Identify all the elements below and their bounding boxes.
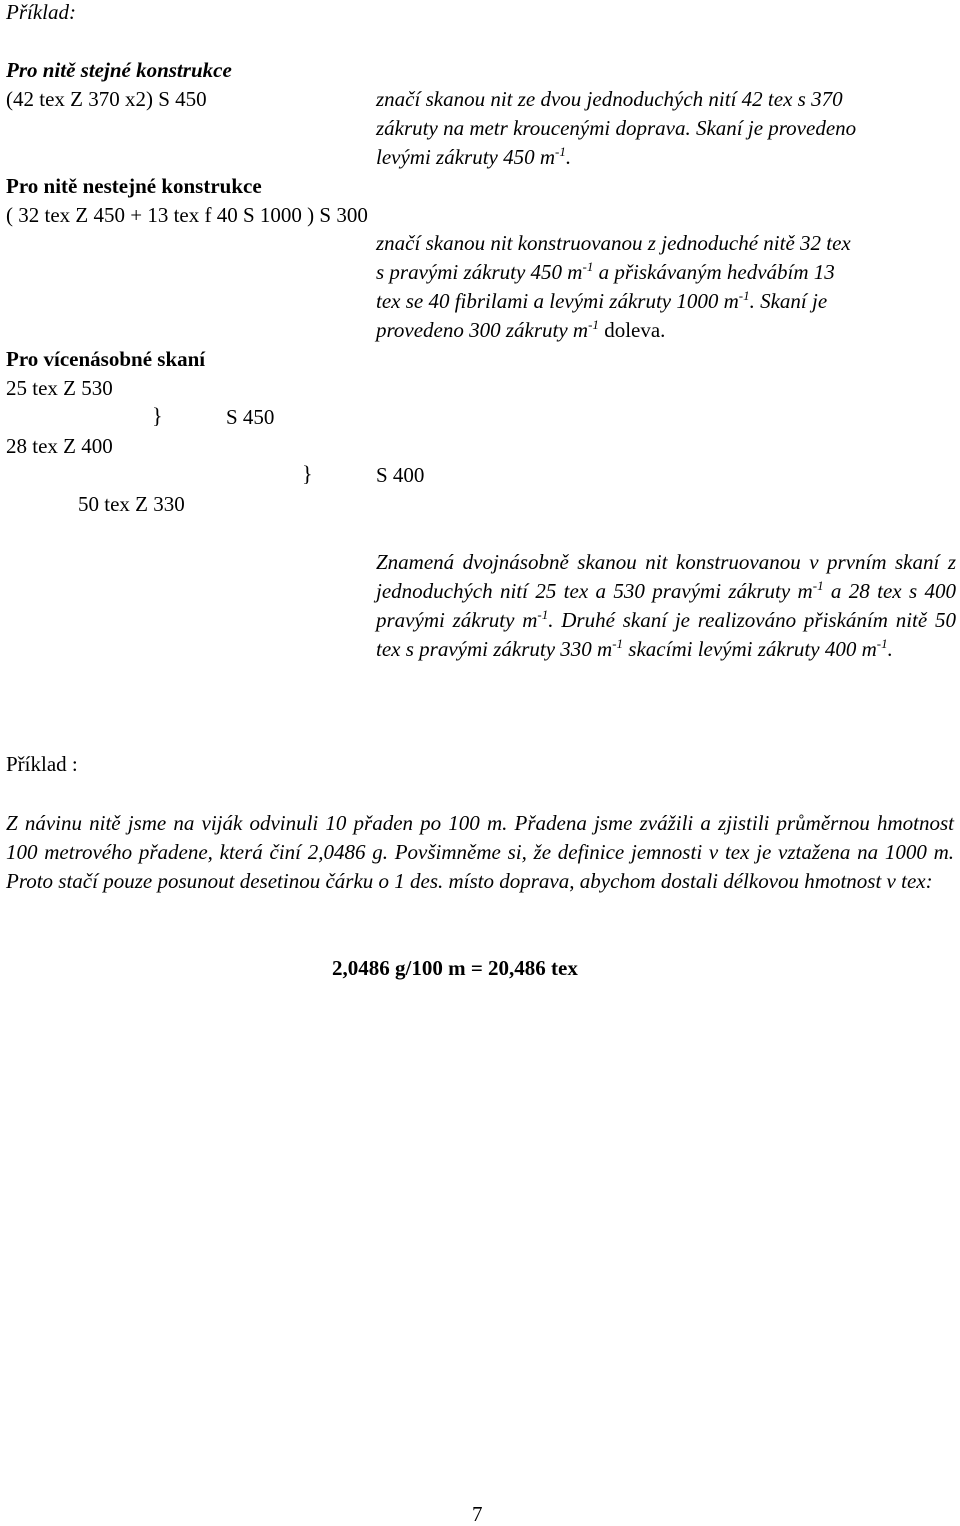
section-heading-multiple: Pro vícenásobné skaní: [6, 347, 206, 371]
desc-diff-text: provedeno 300 zákruty m: [376, 318, 589, 342]
desc-diff-line2: [376, 260, 835, 284]
multi-desc-text: skacími levými zákruty 400 m: [623, 637, 877, 661]
superscript: -1: [876, 636, 888, 651]
multi-s450: S 450: [226, 405, 275, 429]
superscript: -1: [588, 317, 599, 332]
desc-diff-text: a přiskávaným hedvábím 13: [593, 260, 835, 284]
desc-same-line1: značí skanou nit ze dvou jednoduchých nití 42 tex s 370: [376, 87, 843, 111]
superscript: -1: [612, 636, 624, 651]
multi-s400: S 400: [376, 463, 425, 487]
period: .: [565, 145, 572, 169]
desc-diff-text: tex se 40 fibrilami a levými zákruty 1000 m: [376, 289, 739, 313]
superscript: -1: [582, 259, 594, 274]
multi-description: [376, 548, 956, 664]
desc-diff-line3: [376, 289, 827, 313]
superscript: -1: [738, 288, 750, 303]
formula-same: (42 tex Z 370 x2) S 450: [6, 87, 207, 111]
superscript: -1: [555, 144, 566, 159]
desc-diff-text: s pravými zákruty 450 m: [376, 260, 583, 284]
multi-desc-text: Znamená dvojnásobně skanou nit konstruovanou v prvním skaní z jednoduchých nití 25 tex a 530 pravými zákruty m: [376, 550, 956, 603]
section-heading-different: Pro nitě nestejné konstrukce: [6, 174, 262, 198]
page-number: 7: [472, 1502, 483, 1526]
result-equation: 2,0486 g/100 m = 20,486 tex: [332, 956, 578, 980]
multi-line2: 28 tex Z 400: [6, 434, 113, 458]
desc-diff-line4: [376, 318, 665, 342]
desc-diff-line1: značí skanou nit konstruovanou z jednoduché nitě 32 tex: [376, 231, 851, 255]
superscript: -1: [537, 607, 549, 622]
desc-same-line3: [376, 145, 571, 169]
multi-desc-text: a 28 tex s 400 pravými zákruty m: [376, 579, 956, 632]
desc-same-line2: zákruty na metr kroucenými doprava. Skaní je provedeno: [376, 116, 857, 140]
formula-different: ( 32 tex Z 450 + 13 tex f 40 S 1000 ) S 300: [6, 203, 368, 227]
example-paragraph: Z návinu nitě jsme na viják odvinuli 10 přaden po 100 m. Přadena jsme zvážili a zjistili průměrnou hmotnost 100 metrového přadene, která činí 2,0486 g. Povšimněme si, že definice jemnosti v tex je vztažena na 1000 m. Proto stačí pouze posunout desetinou čárku o 1 des. místo doprava, abychom dostali délkovou hmotnost v tex:: [6, 811, 954, 893]
multi-desc-text: .: [887, 637, 893, 661]
example-title: Příklad:: [6, 0, 76, 24]
desc-diff-text: . Skaní je: [749, 289, 828, 313]
example-title-2: Příklad :: [6, 752, 78, 776]
brace-2: }: [302, 461, 313, 486]
multi-line3: 50 tex Z 330: [78, 492, 185, 516]
section-heading-same: Pro nitě stejné konstrukce: [6, 58, 232, 82]
desc-diff-text: doleva.: [598, 318, 666, 342]
multi-line1: 25 tex Z 530: [6, 376, 113, 400]
desc-same-text: levými zákruty 450 m: [376, 145, 556, 169]
multi-desc-text: . Druhé skaní je realizováno přiskáním nitě 50 tex s pravými zákruty 330 m: [376, 608, 956, 661]
superscript: -1: [812, 578, 824, 593]
brace-1: }: [152, 403, 163, 428]
